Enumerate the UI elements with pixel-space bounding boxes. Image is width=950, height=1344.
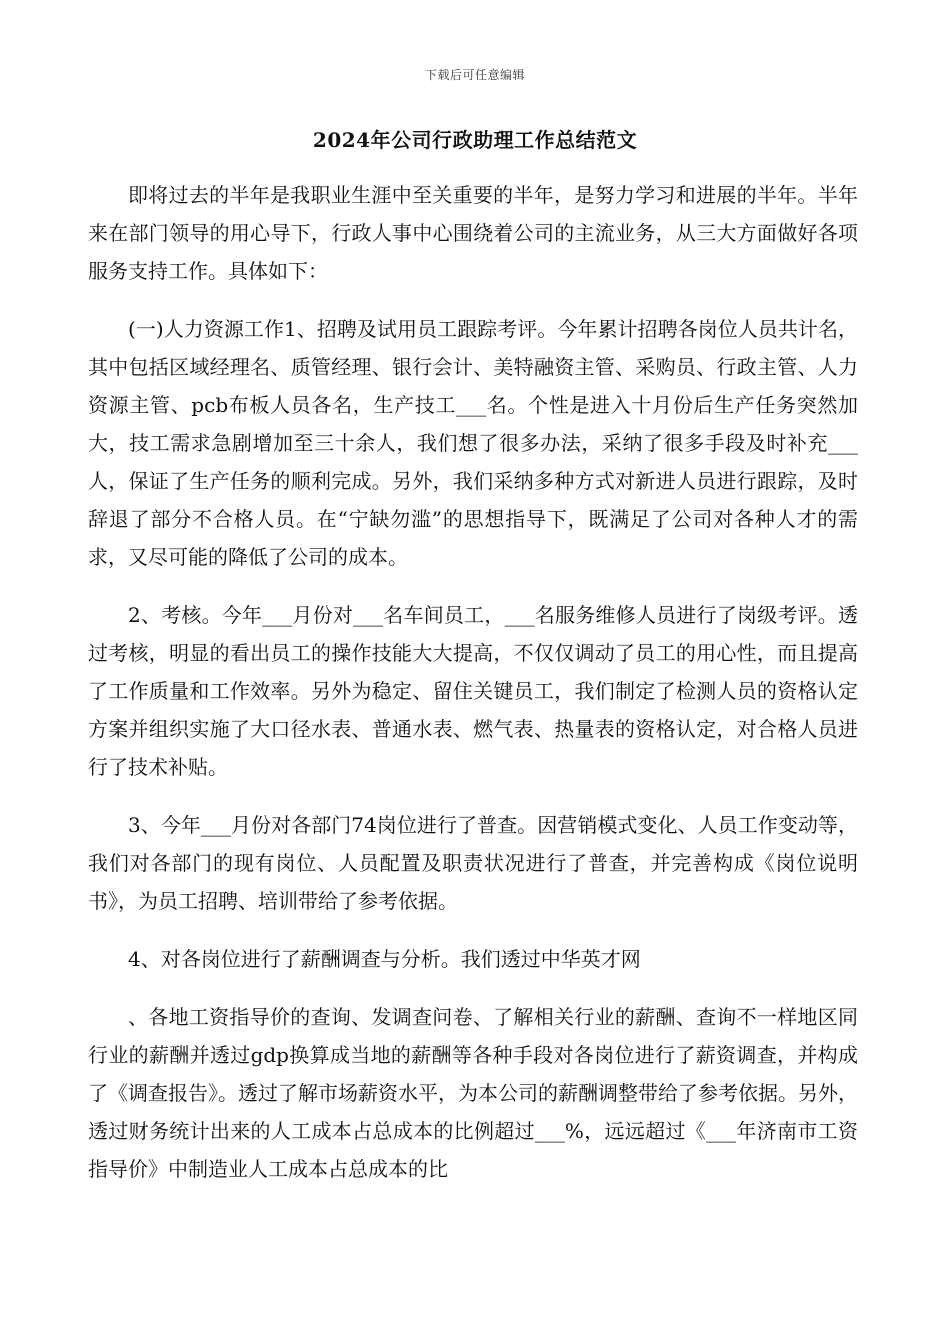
- document-title: 2024年公司行政助理工作总结范文: [312, 128, 638, 152]
- paragraph-intro: 即将过去的半年是我职业生涯中至关重要的半年，是努力学习和进展的半年。半年来在部门领导的用心导下，行政人事中心围绕着公司的主流业务，从三大方面做好各项服务支持工作。具体如下：: [88, 183, 858, 283]
- paragraph-salary-details: 、各地工资指导价的查询、发调查问卷、了解相关行业的薪酬、查询不一样地区同行业的薪酬并透过gdp换算成当地的薪酬等各种手段对各岗位进行了薪资调查，并构成了《调查报告》。透过了解市场薪资水平，为本公司的薪酬调整带给了参考依据。另外，透过财务统计出来的人工成本占总成本的比例超过___%，远远超过《___年济南市工资指导价》中制造业人工成本占总成本的比: [88, 1005, 858, 1181]
- paragraph-salary-survey: 4、对各岗位进行了薪酬调查与分析。我们透过中华英才网: [128, 947, 641, 971]
- paragraph-hr-recruitment: (一)人力资源工作1、招聘及试用员工跟踪考评。今年累计招聘各岗位人员共计名，其中包括区域经理名、质管经理、银行会计、美特融资主管、采购员、行政主管、人力资源主管、pcb布板人员各名，生产技工___名。个性是进入十月份后生产任务突然加大，技工需求急剧增加至三十余人，我们想了很多办法，采纳了很多手段及时补充___人，保证了生产任务的顺利完成。另外，我们采纳多种方式对新进人员进行跟踪，及时辞退了部分不合格人员。在“宁缺勿滥”的思想指导下，既满足了公司对各种人才的需求，又尽可能的降低了公司的成本。: [88, 317, 858, 569]
- paragraph-position-survey: 3、今年___月份对各部门74岗位进行了普查。因营销模式变化、人员工作变动等，我们对各部门的现有岗位、人员配置及职责状况进行了普查，并完善构成《岗位说明书》，为员工招聘、培训带给了参考依据。: [88, 813, 858, 913]
- header-note: 下载后可任意编辑: [424, 68, 525, 82]
- document-body: [88, 176, 858, 1188]
- paragraph-assessment: 2、考核。今年___月份对___名车间员工，___名服务维修人员进行了岗级考评。透过考核，明显的看出员工的操作技能大大提高，不仅仅调动了员工的用心性，而且提高了工作质量和工作效率。另外为稳定、留住关键员工，我们制定了检测人员的资格认定方案并组织实施了大口径水表、普通水表、燃气表、热量表的资格认定，对合格人员进行了技术补贴。: [88, 603, 858, 779]
